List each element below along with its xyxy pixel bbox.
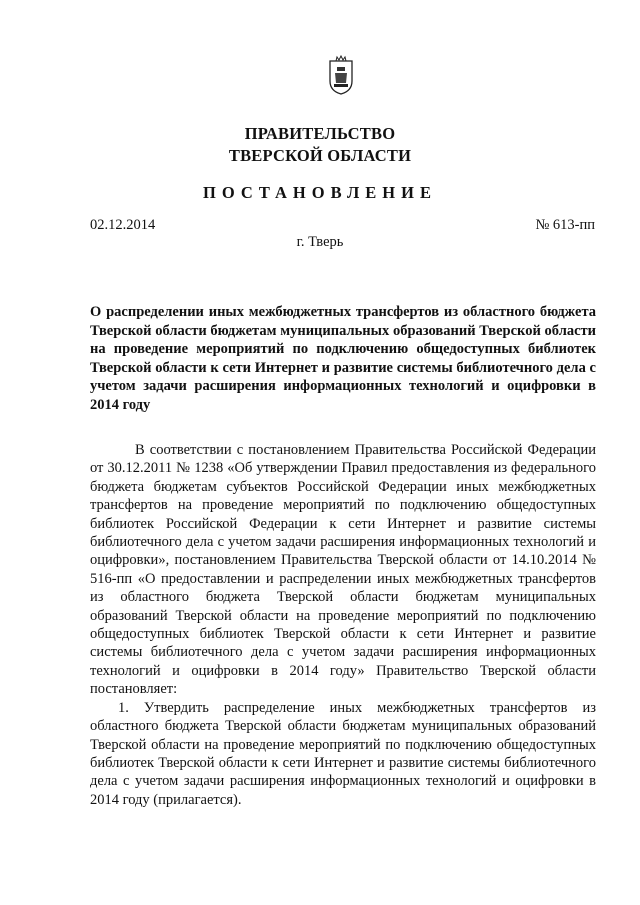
document-body [90,441,596,809]
coat-of-arms-icon [328,55,354,95]
document-city: г. Тверь [296,234,344,250]
document-number: № 613-пп [535,217,595,233]
document-type: ПОСТАНОВЛЕНИЕ [203,183,437,202]
preamble-paragraph: В соответствии с постановлением Правительства Российской Федерации от 30.12.2011 № 1238 «Об утверждении Правил предоставления из федерального бюджета бюджетам субъектов Российской Федерации иных межбюджетных трансфертов на проведение мероприятий по подключению общедоступных библиотек Российской Федерации к сети Интернет и развитие системы библиотечного дела с учетом задачи расширения информационных технологий и оцифровки», постановлением Правительства Тверской области от 14.10.2014 № 516-пп «О предоставлении и распределении иных межбюджетных трансфертов из областного бюджета Тверской области бюджетам муниципальных образований Тверской области на проведение мероприятий по подключению общедоступных библиотек Тверской области к сети Интернет и развитие системы библиотечного дела с учетом задачи расширения информационных технологий и оцифровки в 2014 году» Правительство Тверской области постановляет: [90,442,596,698]
document-date: 02.12.2014 [90,217,156,233]
organization-line-1: ПРАВИТЕЛЬСТВО [244,124,396,143]
document-title: О распределении иных межбюджетных трансфертов из областного бюджета Тверской области бюджетам муниципальных образований Тверской области на проведение мероприятий по подключению общедоступных библиотек Тверской области к сети Интернет и развитие системы библиотечного дела с учетом задачи расширения информационных технологий и оцифровки в 2014 году [90,304,596,413]
organization-line-2: ТВЕРСКОЙ ОБЛАСТИ [228,146,412,165]
item-1-paragraph: 1. Утвердить распределение иных межбюджетных трансфертов из областного бюджета Тверской области бюджетам муниципальных образований Тверской области на проведение мероприятий по подключению общедоступных библиотек Тверской области к сети Интернет и развитие системы библиотечного дела с учетом задачи расширения информационных технологий и оцифровки в 2014 году (прилагается). [90,699,596,808]
